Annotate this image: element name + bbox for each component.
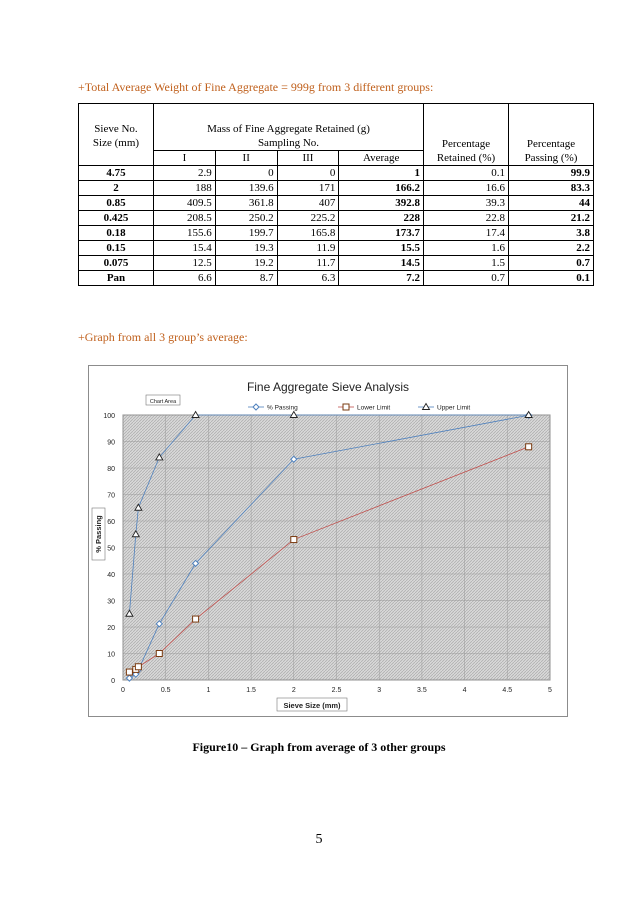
x-tick-label: 0.5 (160, 687, 171, 694)
table-cell: 0.18 (79, 226, 154, 241)
table-cell: 8.7 (215, 271, 277, 286)
data-point (193, 616, 199, 622)
y-tick-label: 70 (107, 492, 115, 500)
table-cell: 228 (339, 211, 424, 226)
table-cell: 6.6 (154, 271, 216, 286)
subheader-average: Average (339, 151, 424, 166)
data-point (156, 651, 162, 657)
table-cell: 0.15 (79, 241, 154, 256)
table-cell: 0.7 (509, 256, 594, 271)
table-cell: 173.7 (339, 226, 424, 241)
x-tick-label: 3.5 (417, 687, 427, 694)
table-cell: 199.7 (215, 226, 277, 241)
table-cell: Pan (79, 271, 154, 286)
table-cell: 6.3 (277, 271, 339, 286)
table-cell: 0.1 (509, 271, 594, 286)
table-cell: 1.6 (424, 241, 509, 256)
legend-label: Lower Limit (357, 404, 391, 412)
table-cell: 17.4 (424, 226, 509, 241)
x-tick-label: 4 (462, 687, 467, 694)
table-cell: 19.2 (215, 256, 277, 271)
table-cell: 15.4 (154, 241, 216, 256)
table-cell: 15.5 (339, 241, 424, 256)
table-cell: 7.2 (339, 271, 424, 286)
table-cell: 188 (154, 181, 216, 196)
table-cell: 225.2 (277, 211, 339, 226)
y-tick-label: 0 (111, 678, 115, 685)
table-row (79, 226, 594, 241)
table-row (79, 196, 594, 211)
table-cell: 139.6 (215, 181, 277, 196)
x-tick-label: 4.5 (502, 687, 513, 694)
legend-label: % Passing (267, 404, 298, 412)
y-tick-label: 50 (107, 545, 115, 553)
y-tick-label: 20 (107, 625, 115, 632)
table-cell: 0.7 (424, 271, 509, 286)
graph-note: +Graph from all 3 group’s average: (78, 330, 248, 344)
table-cell: 3.8 (509, 226, 594, 241)
table-row (79, 181, 594, 196)
table-cell: 16.6 (424, 181, 509, 196)
x-tick-label: 0 (121, 687, 125, 694)
table-cell: 21.2 (509, 211, 594, 226)
table-cell: 0.85 (79, 196, 154, 211)
header-passing: Percentage Passing (%) (509, 104, 594, 166)
table-cell: 361.8 (215, 196, 277, 211)
subheader-3: III (277, 151, 339, 166)
table-cell: 1 (339, 166, 424, 181)
table-cell: 83.3 (509, 181, 594, 196)
table-row (79, 241, 594, 256)
y-tick-label: 90 (107, 439, 115, 447)
data-point (126, 669, 132, 675)
y-tick-label: 40 (107, 572, 115, 579)
y-tick-label: 100 (103, 413, 115, 420)
table-cell: 166.2 (339, 181, 424, 196)
table-cell: 39.3 (424, 196, 509, 211)
table-cell: 407 (277, 196, 339, 211)
intro-text: +Total Average Weight of Fine Aggregate = 999g from 3 different groups: (78, 80, 434, 94)
header-mass: Mass of Fine Aggregate Retained (g) Sampling No. (154, 104, 424, 151)
table-cell: 1.5 (424, 256, 509, 271)
x-tick-label: 1 (206, 687, 211, 694)
header-retained: Percentage Retained (%) (424, 104, 509, 166)
page-number: 5 (315, 832, 323, 847)
table-row (79, 256, 594, 271)
chart-title: Fine Aggregate Sieve Analysis (246, 380, 410, 394)
table-cell: 2.2 (509, 241, 594, 256)
table-cell: 0.425 (79, 211, 154, 226)
subheader-2: II (215, 151, 277, 166)
data-point (526, 444, 532, 450)
subheader-1: I (154, 151, 216, 166)
data-point (135, 664, 141, 670)
table-cell: 155.6 (154, 226, 216, 241)
table-cell: 409.5 (154, 196, 216, 211)
x-tick-label: 3 (377, 687, 382, 694)
sieve-table (78, 103, 594, 286)
x-tick-label: 2 (291, 687, 296, 694)
table-cell: 250.2 (215, 211, 277, 226)
x-tick-label: 1.5 (246, 687, 256, 694)
table-row (79, 271, 594, 286)
table-cell: 0 (215, 166, 277, 181)
chart-area-label: Chart Area (149, 399, 177, 405)
table-cell: 99.9 (509, 166, 594, 181)
figure-caption: Figure10 – Graph from average of 3 other groups (192, 740, 446, 754)
table-row (79, 166, 594, 181)
table-cell: 22.8 (424, 211, 509, 226)
table-cell: 392.8 (339, 196, 424, 211)
table-cell: 0.1 (424, 166, 509, 181)
table-cell: 14.5 (339, 256, 424, 271)
table-cell: 0 (277, 166, 339, 181)
table-cell: 44 (509, 196, 594, 211)
table-cell: 11.7 (277, 256, 339, 271)
header-sieve: Sieve No. Size (mm) (79, 104, 154, 166)
chart-svg (88, 365, 568, 717)
legend-marker (343, 404, 349, 410)
x-axis-label: Sieve Size (mm) (283, 701, 341, 710)
table-row (79, 211, 594, 226)
table-cell: 171 (277, 181, 339, 196)
table-cell: 4.75 (79, 166, 154, 181)
legend-label: Upper Limit (437, 404, 471, 412)
sieve-chart (88, 365, 568, 717)
x-tick-label: 5 (548, 687, 552, 694)
y-tick-label: 30 (107, 598, 115, 606)
table-cell: 0.075 (79, 256, 154, 271)
table-cell: 165.8 (277, 226, 339, 241)
y-tick-label: 10 (107, 651, 115, 659)
y-tick-label: 60 (107, 519, 115, 526)
table-cell: 2.9 (154, 166, 216, 181)
table-cell: 2 (79, 181, 154, 196)
y-tick-label: 80 (107, 466, 115, 473)
table-cell: 208.5 (154, 211, 216, 226)
data-point (291, 537, 297, 543)
table-cell: 19.3 (215, 241, 277, 256)
table-cell: 11.9 (277, 241, 339, 256)
table-cell: 12.5 (154, 256, 216, 271)
x-tick-label: 2.5 (331, 687, 342, 694)
y-axis-label: % Passing (94, 515, 103, 553)
